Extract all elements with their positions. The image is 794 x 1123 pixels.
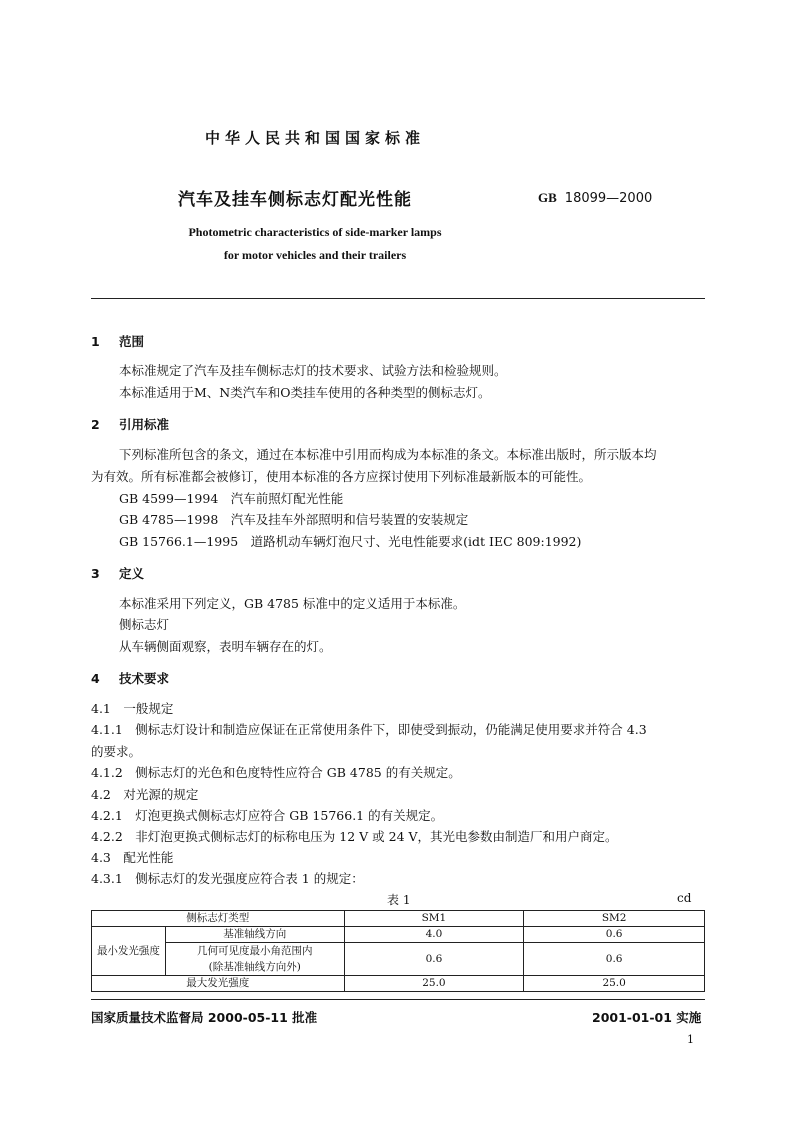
- table-row: [92, 976, 705, 992]
- document-title-cn: 汽车及挂车侧标志灯配光性能: [178, 190, 412, 210]
- footer-divider: [91, 999, 705, 1000]
- section-2-paragraph-line1: 下列标准所包含的条文，通过在本标准中引用而构成为本标准的条文。本标准出版时，所示版本均: [119, 447, 657, 462]
- table-cell-line: 几何可见度最小角范围内: [196, 945, 313, 957]
- section-title: 技术要求: [119, 671, 170, 686]
- table-cell: 0.6: [524, 943, 705, 976]
- reference-gb15766: GB 15766.1—1995 道路机动车辆灯泡尺寸、光电性能要求(idt IEC 809:1992): [119, 534, 582, 549]
- section-number: 2: [91, 417, 100, 432]
- national-standard-heading: 中华人民共和国国家标准: [204, 129, 425, 147]
- clause-4-1-1-line2: 的要求。: [91, 744, 142, 759]
- clause-4-1-2: 4.1.2 侧标志灯的光色和色度特性应符合 GB 4785 的有关规定。: [91, 765, 461, 780]
- clause-4-2: 4.2 对光源的规定: [91, 787, 199, 802]
- clause-4-2-2: 4.2.2 非灯泡更换式侧标志灯的标称电压为 12 V 或 24 V，其光电参数由制造厂和用户商定。: [91, 829, 618, 844]
- clause-4-1-1-line1: 4.1.1 侧标志灯设计和制造应保证在正常使用条件下，即使受到振动，仍能满足使用要求并符合 4.3: [91, 722, 647, 737]
- table-cell: 25.0: [524, 976, 705, 992]
- section-title: 引用标准: [119, 417, 170, 432]
- standard-number: [538, 190, 652, 206]
- table-cell: 0.6: [524, 927, 705, 943]
- section-1-paragraph-2: 本标准适用于M、N类汽车和O类挂车使用的各种类型的侧标志灯。: [119, 385, 491, 400]
- section-title: 定义: [119, 566, 145, 581]
- section-3-heading: [91, 564, 144, 582]
- section-2-paragraph-line2: 为有效。所有标准都会被修订，使用本标准的各方应探讨使用下列标准最新版本的可能性。: [91, 469, 592, 484]
- table-cell: 25.0: [344, 976, 524, 992]
- section-1-paragraph-1: 本标准规定了汽车及挂车侧标志灯的技术要求、试验方法和检验规则。: [119, 363, 507, 378]
- page-number: 1: [687, 1033, 694, 1046]
- reference-gb4785: GB 4785—1998 汽车及挂车外部照明和信号装置的安装规定: [119, 512, 469, 527]
- section-number: 3: [91, 566, 100, 581]
- approval-statement: 国家质量技术监督局 2000-05-11 批准: [91, 1010, 318, 1025]
- table-cell: 基准轴线方向: [165, 927, 344, 943]
- implementation-date: 2001-01-01 实施: [592, 1010, 702, 1025]
- table-cell-line: (除基准轴线方向外): [208, 961, 301, 973]
- table-cell: 最大发光强度: [92, 976, 345, 992]
- table-cell: 0.6: [344, 943, 524, 976]
- table-cell: [165, 943, 344, 976]
- section-number: 4: [91, 671, 100, 686]
- header-divider: [91, 298, 705, 299]
- table-row: [92, 943, 705, 976]
- section-title: 范围: [119, 334, 145, 349]
- table-header-type: 侧标志灯类型: [92, 911, 345, 927]
- section-4-heading: [91, 669, 169, 687]
- clause-4-3-1: 4.3.1 侧标志灯的发光强度应符合表 1 的规定：: [91, 871, 364, 886]
- clause-4-3: 4.3 配光性能: [91, 850, 174, 865]
- section-1-heading: [91, 332, 144, 350]
- table-row: [92, 927, 705, 943]
- table-group-min-intensity: 最小发光强度: [92, 927, 166, 976]
- photometric-table: [91, 910, 705, 992]
- table-unit: cd: [677, 891, 692, 905]
- document-title-en-line1: Photometric characteristics of side-marker lamps: [188, 225, 442, 239]
- table-header-sm1: SM1: [344, 911, 524, 927]
- reference-gb4599: GB 4599—1994 汽车前照灯配光性能: [119, 491, 344, 506]
- table-caption: 表 1: [387, 893, 411, 907]
- clause-4-2-1: 4.2.1 灯泡更换式侧标志灯应符合 GB 15766.1 的有关规定。: [91, 808, 444, 823]
- table-header-sm2: SM2: [524, 911, 705, 927]
- clause-4-1: 4.1 一般规定: [91, 701, 174, 716]
- section-number: 1: [91, 334, 100, 349]
- definition-term: 侧标志灯: [119, 617, 170, 632]
- section-3-paragraph: 本标准采用下列定义，GB 4785 标准中的定义适用于本标准。: [119, 596, 466, 611]
- table-header-row: [92, 911, 705, 927]
- section-2-heading: [91, 415, 169, 433]
- table-cell: 4.0: [344, 927, 524, 943]
- document-title-en-line2: for motor vehicles and their trailers: [223, 248, 407, 262]
- standard-code: 18099—2000: [564, 191, 653, 206]
- definition-text: 从车辆侧面观察，表明车辆存在的灯。: [119, 639, 332, 654]
- standard-prefix: GB: [538, 190, 557, 205]
